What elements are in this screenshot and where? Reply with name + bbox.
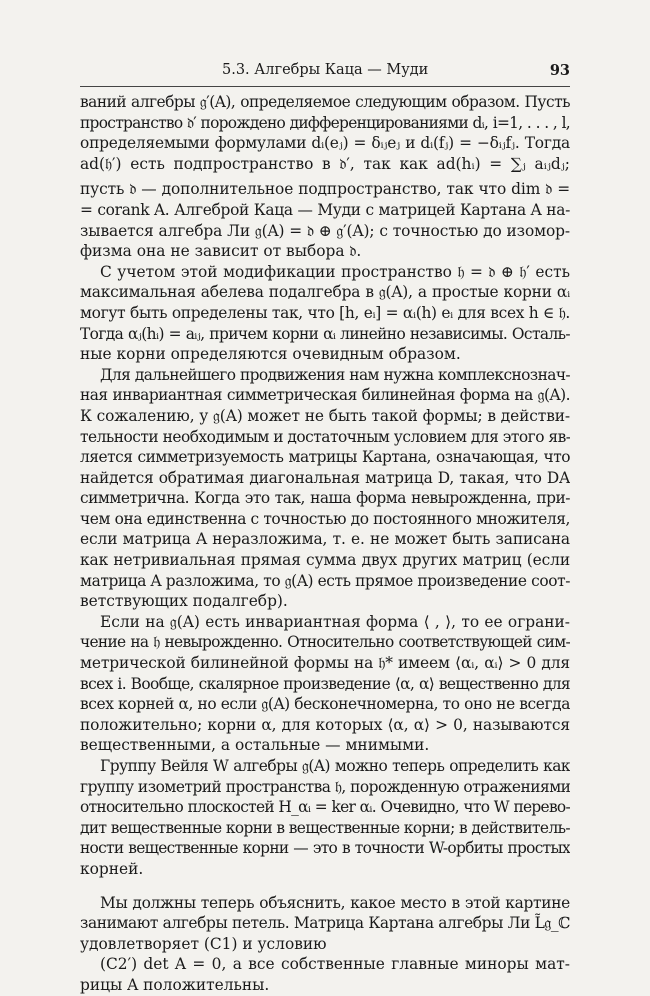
- text-line: Тогда αⱼ(hᵢ) = aᵢⱼ, причем корни αᵢ линейно независимы. Осталь-: [80, 324, 570, 343]
- text-line: (C2′) det A = 0, а все собственные главные миноры мат-: [100, 955, 570, 974]
- paragraph-1: [80, 92, 570, 262]
- text-line: ности вещественные корни — это в точности W-орбиты простых: [80, 839, 570, 858]
- text-line: С учетом этой модификации пространство 𝔥 = 𝔡 ⊕ 𝔥′ есть: [100, 262, 570, 281]
- text-line: К сожалению, у 𝔤(A) может не быть такой формы; в действи-: [80, 406, 570, 425]
- paragraph-6: [80, 893, 570, 955]
- text-line: Для дальнейшего продвижения нам нужна комплекснознач-: [100, 365, 570, 384]
- text-line: пространство 𝔡′ порождено дифференцированиями dᵢ, i=1, . . . , l,: [80, 113, 570, 132]
- text-line: если матрица A неразложима, т. е. не может быть записана: [80, 530, 570, 549]
- text-line: = corank A. Алгеброй Каца — Муди с матрицей Картана A на-: [80, 200, 570, 219]
- text-line: ветствующих подалгебр).: [80, 592, 288, 611]
- running-header: [100, 62, 570, 82]
- text-line: относительно плоскостей H_αᵢ = ker αᵢ. Очевидно, что W перево-: [80, 798, 570, 817]
- text-line: удовлетворяет (C1) и условию: [80, 934, 327, 953]
- text-line: всех корней α, но если 𝔤(A) бесконечномерна, то оно не всегда: [80, 695, 570, 714]
- paragraph-3: [80, 365, 570, 612]
- text-line: матрица A разложима, то 𝔤(A) есть прямое произведение соот-: [80, 571, 570, 590]
- text-line: положительно; корни α, для которых ⟨α, α⟩ > 0, называются: [80, 715, 570, 734]
- text-line: ляется симметризуемость матрицы Картана, означающая, что: [80, 448, 570, 467]
- text-line: тельности необходимым и достаточным условием для этого яв-: [80, 427, 570, 446]
- text-line: ваний алгебры 𝔤′(A), определяемое следующим образом. Пусть: [80, 93, 570, 111]
- paragraph-7: [80, 954, 570, 995]
- text-line: пусть 𝔡 — дополнительное подпространство, так что dim 𝔡 =: [80, 180, 570, 199]
- paragraph-5: [80, 756, 570, 880]
- text-line: чение на 𝔥 невырожденно. Относительно соответствующей сим-: [80, 633, 570, 652]
- page-number: 93: [549, 62, 570, 79]
- text-line: Если на 𝔤(A) есть инвариантная форма ⟨ , ⟩, то ее ограни-: [100, 612, 570, 631]
- text-line: вещественными, а остальные — мнимыми.: [80, 736, 430, 755]
- header-rule: [80, 86, 570, 87]
- paragraph-4: [80, 612, 570, 756]
- text-line: занимают алгебры петель. Матрица Картана алгебры Ли L̃𝔤_ℂ: [80, 914, 570, 933]
- text-line: определяемыми формулами dᵢ(eⱼ) = δᵢⱼeⱼ и dᵢ(fⱼ) = −δᵢⱼfⱼ. Тогда: [80, 134, 570, 153]
- text-line: корней.: [80, 859, 144, 878]
- text-line: как нетривиальная прямая сумма двух других матриц (если: [80, 551, 570, 570]
- text-line: ad(𝔥′) есть подпространство в 𝔡′, так как ad(hᵢ) = ∑ⱼ aᵢⱼdⱼ;: [80, 154, 570, 173]
- paragraph-2: [80, 262, 570, 365]
- text-line: ная инвариантная симметрическая билинейная форма на 𝔤(A).: [80, 386, 570, 405]
- text-line: зывается алгебра Ли 𝔤(A) = 𝔡 ⊕ 𝔤′(A); с точностью до изомор-: [80, 221, 570, 240]
- text-line: Мы должны теперь объяснить, какое место в этой картине: [100, 893, 570, 912]
- text-line: ные корни определяются очевидным образом.: [80, 345, 461, 364]
- text-line: найдется обратимая диагональная матрица D, такая, что DA: [80, 468, 570, 487]
- text-line: могут быть определены так, что [h, eᵢ] = αᵢ(h) eᵢ для всех h ∈ 𝔥.: [80, 303, 570, 322]
- text-line: симметрична. Когда это так, наша форма невырожденна, при-: [80, 489, 570, 508]
- text-line: группу изометрий пространства 𝔥, порожденную отражениями: [80, 777, 570, 796]
- text-line: дит вещественные корни в вещественные корни; в действитель-: [80, 818, 570, 837]
- text-line: рицы A положительны.: [80, 975, 270, 994]
- text-line: Группу Вейля W алгебры 𝔤(A) можно теперь определить как: [100, 757, 570, 775]
- text-line: метрической билинейной формы на 𝔥* имеем ⟨αᵢ, αᵢ⟩ > 0 для: [80, 654, 570, 673]
- text-line: физма она не зависит от выбора 𝔡.: [80, 242, 362, 261]
- text-line: чем она единственна с точностью до постоянного множителя,: [80, 509, 570, 528]
- body-text: [80, 92, 570, 996]
- running-head-title: 5.3. Алгебры Каца — Муди: [222, 62, 429, 78]
- text-line: максимальная абелева подалгебра в 𝔤(A), а простые корни αᵢ: [80, 283, 570, 302]
- text-line: всех i. Вообще, скалярное произведение ⟨α, α⟩ вещественно для: [80, 674, 570, 693]
